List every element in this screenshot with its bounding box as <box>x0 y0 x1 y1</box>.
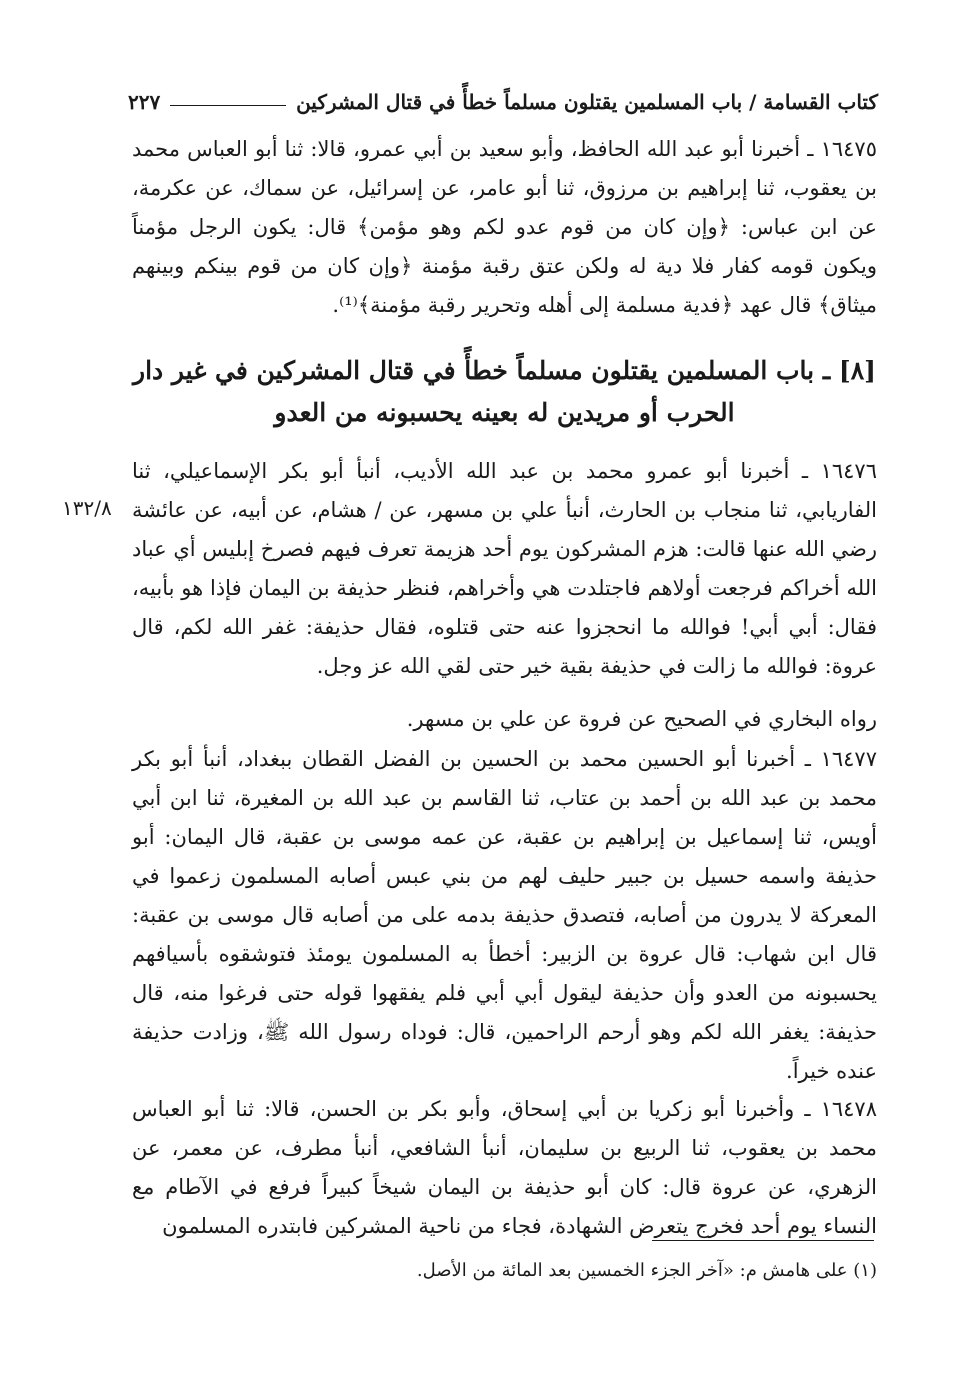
header-title: كتاب القسامة / باب المسلمين يقتلون مسلماً خطأً في قتال المشركين <box>296 90 878 114</box>
chapter-heading: [٨] ـ باب المسلمين يقتلون مسلماً خطأً في قتال المشركين في غير دار الحرب أو مريدين له بعينه يحسبونه من العدو <box>133 356 876 427</box>
margin-reference: ١٣٢/٨ <box>62 496 112 520</box>
header-rule <box>170 105 286 106</box>
paragraph-16475: ١٦٤٧٥ ـ أخبرنا أبو عبد الله الحافظ، وأبو سعيد بن أبي عمرو، قالا: ثنا أبو العباس محمد بن يعقوب، ثنا إبراهيم بن مرزوق، ثنا أبو عامر، عن إسرائيل، عن سماك، عن عكرمة، عن ابن عباس: ﴿وإن كان من قوم عدو لكم وهو مؤمن﴾ قال: يكون الرجل مؤمناً ويكون قومه كفار فلا دية له ولكن عتق رقبة مؤمنة ﴿وإن كان من قوم بينكم وبينهم ميثاق﴾ قال عهد ﴿فدية مسلمة إلى أهله وتحرير رقبة مؤمنة﴾⁽¹⁾. <box>132 137 877 317</box>
paragraph-16477: ١٦٤٧٧ ـ أخبرنا أبو الحسين محمد بن الحسين بن الفضل القطان ببغداد، أنبأ أبو بكر محمد بن عبد الله بن أحمد بن عتاب، ثنا القاسم بن عبد الله بن المغيرة، ثنا ابن أبي أويس، ثنا إسماعيل بن إبراهيم بن عقبة، عن عمه موسى بن عقبة، قال اليمان: أبو حذيفة واسمه حسيل بن جبير حليف لهم من بني عبس أصابه المسلمون زعموا في المعركة لا يدرون من أصابه، فتصدق حذيفة بدمه على من أصابه قال موسى بن عقبة: قال ابن شهاب: قال عروة بن الزبير: أخطأ به المسلمون يومئذ فتوشقوه بأسيافهم يحسبونه من العدو وأن حذيفة ليقول أبي أبي فلم يفقهوا قوله حتى فرغوا منه، قال حذيفة: يغفر الله لكم وهو أرحم الراحمين، قال: فوداه رسول الله ﷺ، وزادت حذيفة عنده خيراً. <box>132 747 877 1083</box>
running-header <box>128 82 878 114</box>
footnote: (١) على هامش م: «آخر الجزء الخمسين بعد المائة من الأصل. <box>416 1260 877 1281</box>
paragraph-16478: ١٦٤٧٨ ـ وأخبرنا أبو زكريا بن أبي إسحاق، وأبو بكر بن الحسن، قالا: ثنا أبو العباس محمد بن يعقوب، ثنا الربيع بن سليمان، أنبأ الشافعي، أنبأ مطرف، عن معمر، عن الزهري، عن عروة قال: كان أبو حذيفة بن اليمان شيخاً كبيراً فرفع في الآطام مع النساء يوم أحد فخرج يتعرض الشهادة، فجاء من ناحية المشركين فابتدره المسلمون <box>132 1097 877 1238</box>
paragraph-bukhari-note: رواه البخاري في الصحيح عن فروة عن علي بن مسهر. <box>406 707 877 731</box>
footnote-rule <box>652 1240 874 1241</box>
paragraph-16476: ١٦٤٧٦ ـ أخبرنا أبو عمرو محمد بن عبد الله الأديب، أنبأ أبو بكر الإسماعيلي، ثنا الفاريابي، ثنا منجاب بن الحارث، أنبأ علي بن مسهر، عن / هشام، عن أبيه، عن عائشة رضي الله عنها قالت: هزم المشركون يوم أحد هزيمة تعرف فيهم فصرخ إبليس أي عباد الله أخراكم فرجعت أولاهم فاجتلدت هي وأخراهم، فنظر حذيفة بن اليمان فإذا هو بأبيه، فقال: أبي أبي! فوالله ما انحجزوا عنه حتى قتلوه، فقال حذيفة: غفر الله لكم، قال عروة: فوالله ما زالت في حذيفة بقية خير حتى لقي الله عز وجل. <box>132 459 877 678</box>
page-number: ٢٢٧ <box>128 90 161 114</box>
